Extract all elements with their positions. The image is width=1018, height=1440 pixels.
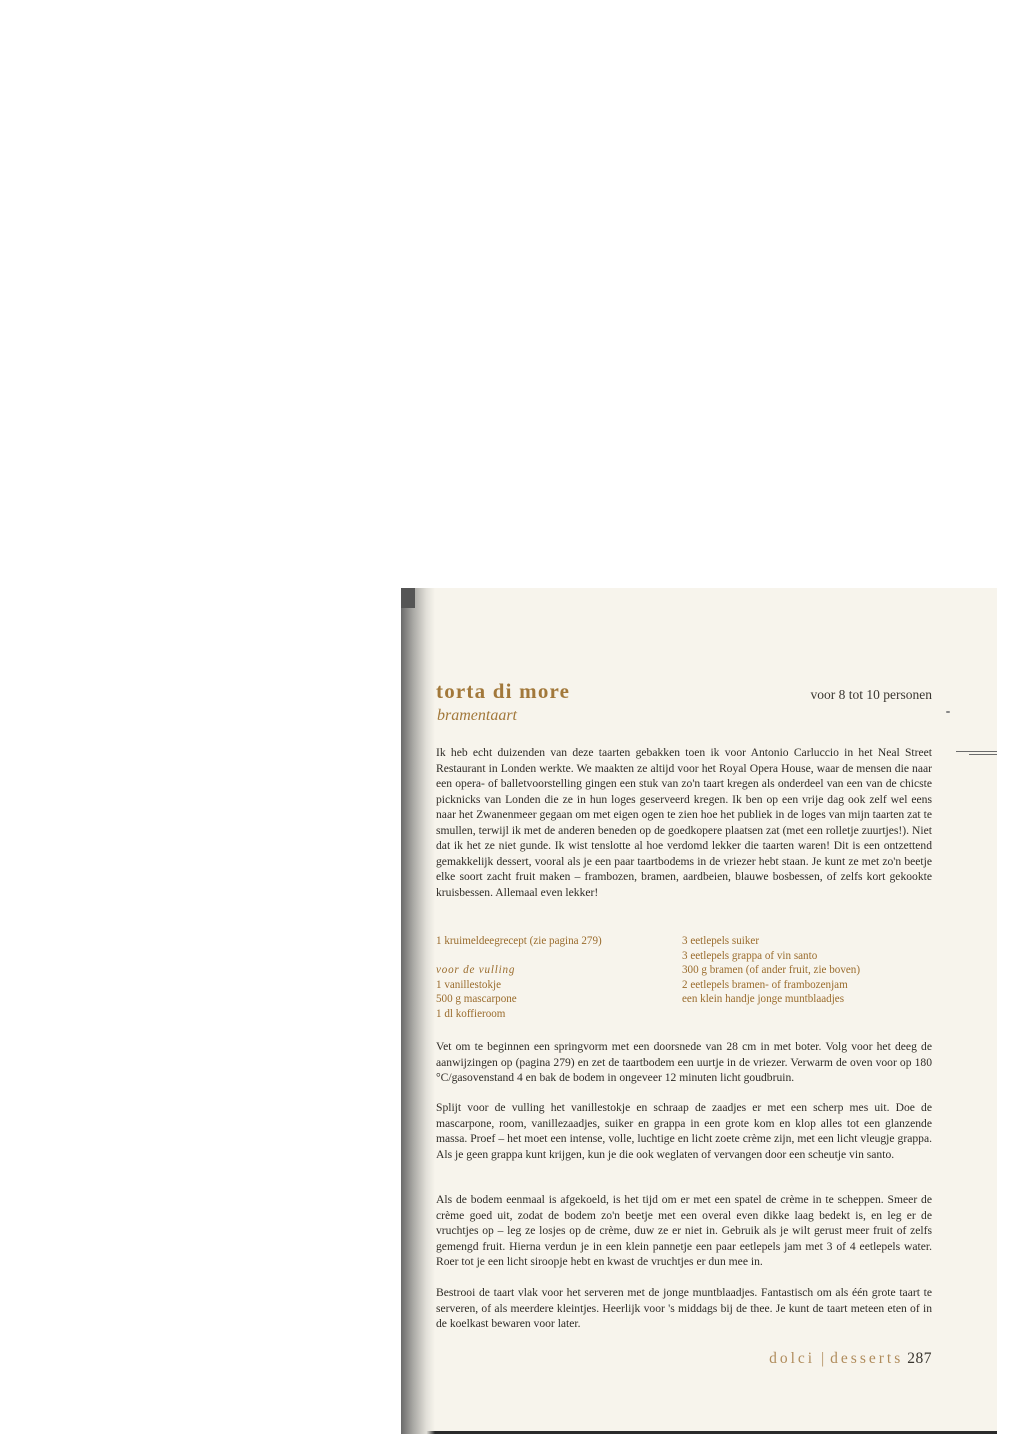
scan-artifact-line — [969, 754, 997, 755]
scan-artifact-line — [956, 751, 997, 752]
ingredient-item: 500 g mascarpone — [436, 993, 517, 1005]
recipe-servings: voor 8 tot 10 personen — [810, 687, 932, 702]
recipe-content — [436, 588, 932, 1434]
recipe-title: torta di more — [436, 679, 571, 703]
ingredient-item: 3 eetlepels grappa of vin santo — [682, 949, 818, 962]
ingredient-item: 1 dl koffieroom — [436, 1007, 506, 1020]
ingredients-column-right — [682, 934, 932, 1007]
recipe-intro: Ik heb echt duizenden van deze taarten gebakken toen ik voor Antonio Carluccio in het Neal Street Restaurant in Londen werkte. We maakten ze altijd voor het Royal Opera House, waar de mensen die naar een opera- of balletvoorstelling gingen een stuk van zo'n taart kregen als onderdeel van een van de chicste picknicks van Londen die ze in hun loges geserveerd kregen. Ik ben op een vrije dag ook zelf wel eens naar het Zwanenmeer gegaan om met eigen ogen te zien hoe het publiek in de loges van mijn taarten zat te smullen, terwijl ik met de anderen beneden op de goedkopere plaatsen zat (met een rolletje zuurtjes!). Niet dat ik het ze niet gunde. Ik wist tenslotte al hoe verdomd lekker die taarten waren! Dit is een ontzettend gemakkelijk dessert, vooral als je een paar taartbodems in de vriezer hebt staan. Je kunt ze met zo'n beetje elke soort zacht fruit maken – frambozen, bramen, aardbeien, blauwe bosbessen, of zelfs kort gekookte kruisbessen. Allemaal even lekker! — [436, 746, 932, 899]
recipe-subtitle: bramentaart — [437, 707, 517, 724]
footer-separator: | — [821, 1350, 825, 1367]
ingredients-column-left — [436, 934, 672, 1021]
page-gutter-shadow — [401, 588, 435, 1434]
scanned-page — [401, 588, 997, 1434]
ingredient-item: 2 eetlepels bramen- of frambozenjam — [682, 978, 848, 991]
page-number: 287 — [907, 1350, 932, 1367]
method-step-3: Als de bodem eenmaal is afgekoeld, is het tijd om er met een spatel de crème in te scheppen. Smeer de crème goed uit, zodat de bodem zo'n beetje met een overal even dikke laag bedekt is, en leg er de vruchtjes op – leg ze losjes op de crème, duw ze er niet in. Gebruik als je wilt gerust meer fruit of zelfs gemengd fruit. Hierna verdun je in een klein pannetje een paar eetlepels jam met 3 of 4 eetlepels water. Roer tot je een licht siroopje hebt en kwast de vruchtjes er dun mee in. — [436, 1193, 932, 1268]
ingredient-item: een klein handje jonge muntblaadjes — [682, 993, 845, 1005]
ingredient-item: 3 eetlepels suiker — [682, 935, 760, 947]
footer-section-translation: desserts — [830, 1350, 904, 1367]
page-footer — [769, 1350, 932, 1368]
ingredient-item: 1 vanillestokje — [436, 978, 502, 991]
scan-speck — [946, 711, 950, 713]
ingredient-item: 300 g bramen (of ander fruit, zie boven) — [682, 964, 861, 976]
ingredient-base: 1 kruimeldeegrecept (zie pagina 279) — [436, 935, 602, 947]
method-step-1: Vet om te beginnen een springvorm met een doorsnede van 28 cm in met boter. Volg voor het deeg de aanwijzingen op (pagina 279) en zet de taartbodem een uurtje in de vriezer. Verwarm de oven voor op 180 °C/gasovenstand 4 en bak de bodem in ongeveer 12 minuten licht goudbruin. — [436, 1040, 932, 1084]
method-step-2: Splijt voor de vulling het vanillestokje en schraap de zaadjes er met een scherp mes uit. Doe de mascarpone, room, vanillezaadjes, suiker en grappa in een grote kom en klop alles tot een glanzende massa. Proef – het moet een intense, volle, luchtige en licht zoete crème zijn, met een licht vleugje grappa. Als je geen grappa kunt krijgen, kun je die ook weglaten of vervangen door een scheutje vin santo. — [436, 1101, 932, 1161]
scan-corner-mark — [401, 588, 415, 608]
method-step-4: Bestrooi de taart vlak voor het serveren met de jonge muntblaadjes. Fantastisch om als één grote taart te serveren, of als meerdere kleintjes. Heerlijk voor 's middags bij de thee. Je kunt de taart meteen eten of in de koelkast bewaren voor later. — [436, 1286, 932, 1330]
footer-section: dolci — [769, 1350, 816, 1367]
filling-heading: voor de vulling — [436, 964, 516, 976]
